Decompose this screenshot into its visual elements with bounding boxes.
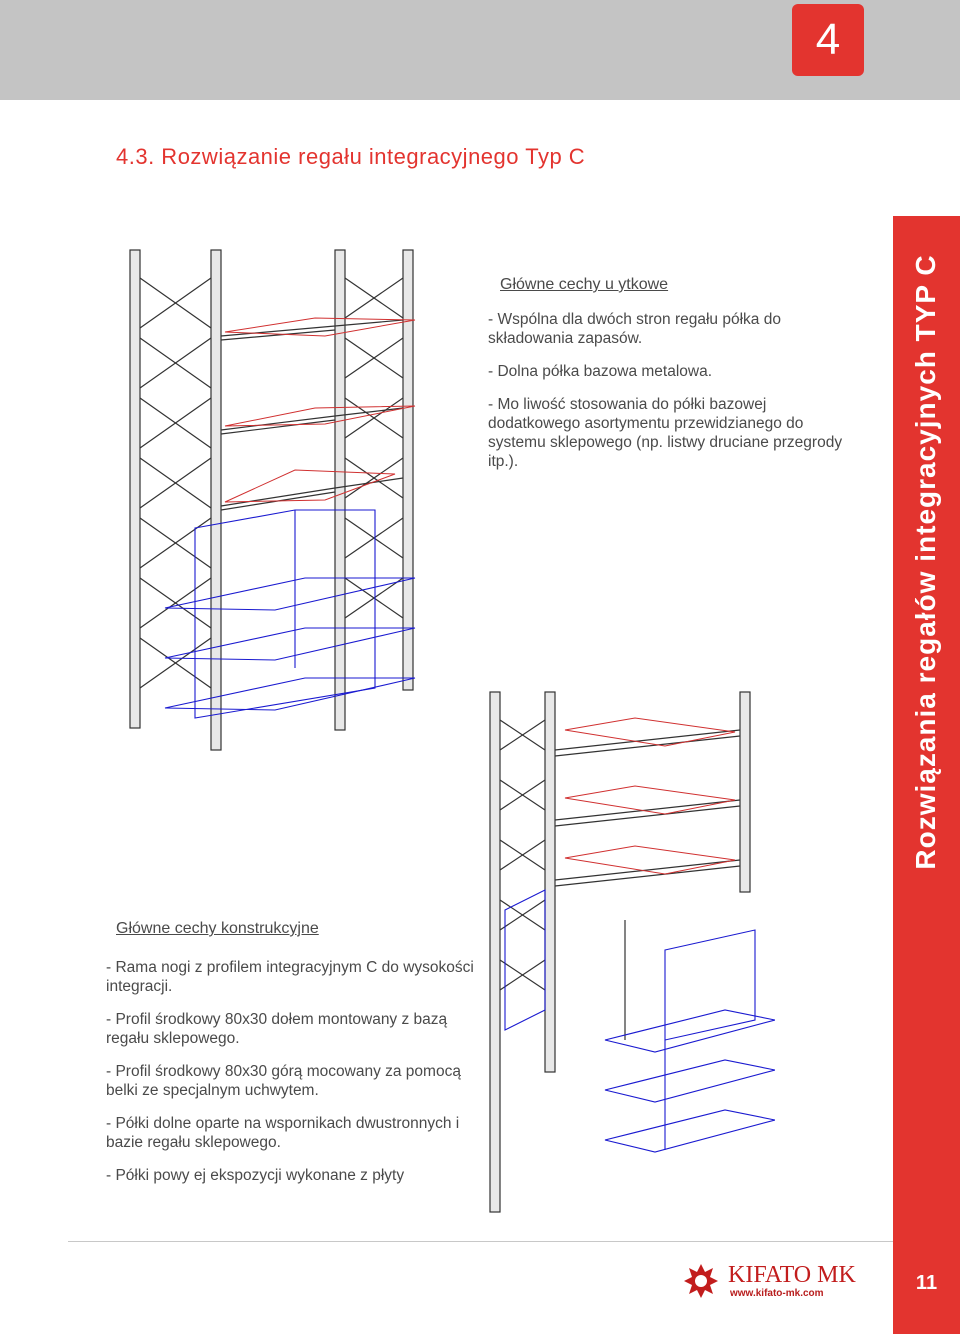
construction-heading: Główne cechy konstrukcyjne [116,920,319,937]
usage-item: - Mo liwość stosowania do półki bazowej dodatkowego asortymentu przewidzianego do systemu sklepowego (np. listwy druciane przegrody itp.). [488,396,843,470]
construction-features [106,920,476,1199]
rack-drawing-large [125,248,435,768]
sidebar-title: Rozwiązania regałów integracyjnych TYP C [910,254,941,870]
chapter-badge: 4 [792,4,864,76]
usage-features [488,276,848,485]
page-number: 11 [915,1272,938,1294]
construction-item: - Profil środkowy 80x30 dołem montowany z bazą regału sklepowego. [106,1011,448,1047]
usage-item: - Dolna półka bazowa metalowa. [488,363,713,380]
construction-item: - Rama nogi z profilem integracyjnym C do wysokości integracji. [106,959,474,995]
logo-url: www.kifato-mk.com [730,1288,824,1299]
logo-text: KIFATO MK [728,1262,856,1288]
rack-drawing-detail [485,690,775,1220]
construction-item: - Profil środkowy 80x30 górą mocowany za pomocą belki ze specjalnym uchwytem. [106,1063,461,1099]
construction-item: - Półki powy ej ekspozycji wykonane z płyty [106,1167,405,1184]
usage-item: - Wspólna dla dwóch stron regału półka do składowania zapasów. [488,311,781,347]
section-title: 4.3. Rozwiązanie regału integracyjnego Typ C [116,144,586,169]
footer-divider [68,1241,893,1242]
company-logo [680,1258,880,1308]
usage-heading: Główne cechy u ytkowe [500,276,669,293]
construction-item: - Półki dolne oparte na wspornikach dwustronnych i bazie regału sklepowego. [106,1115,460,1151]
kifato-gear-logo-icon [680,1260,722,1302]
